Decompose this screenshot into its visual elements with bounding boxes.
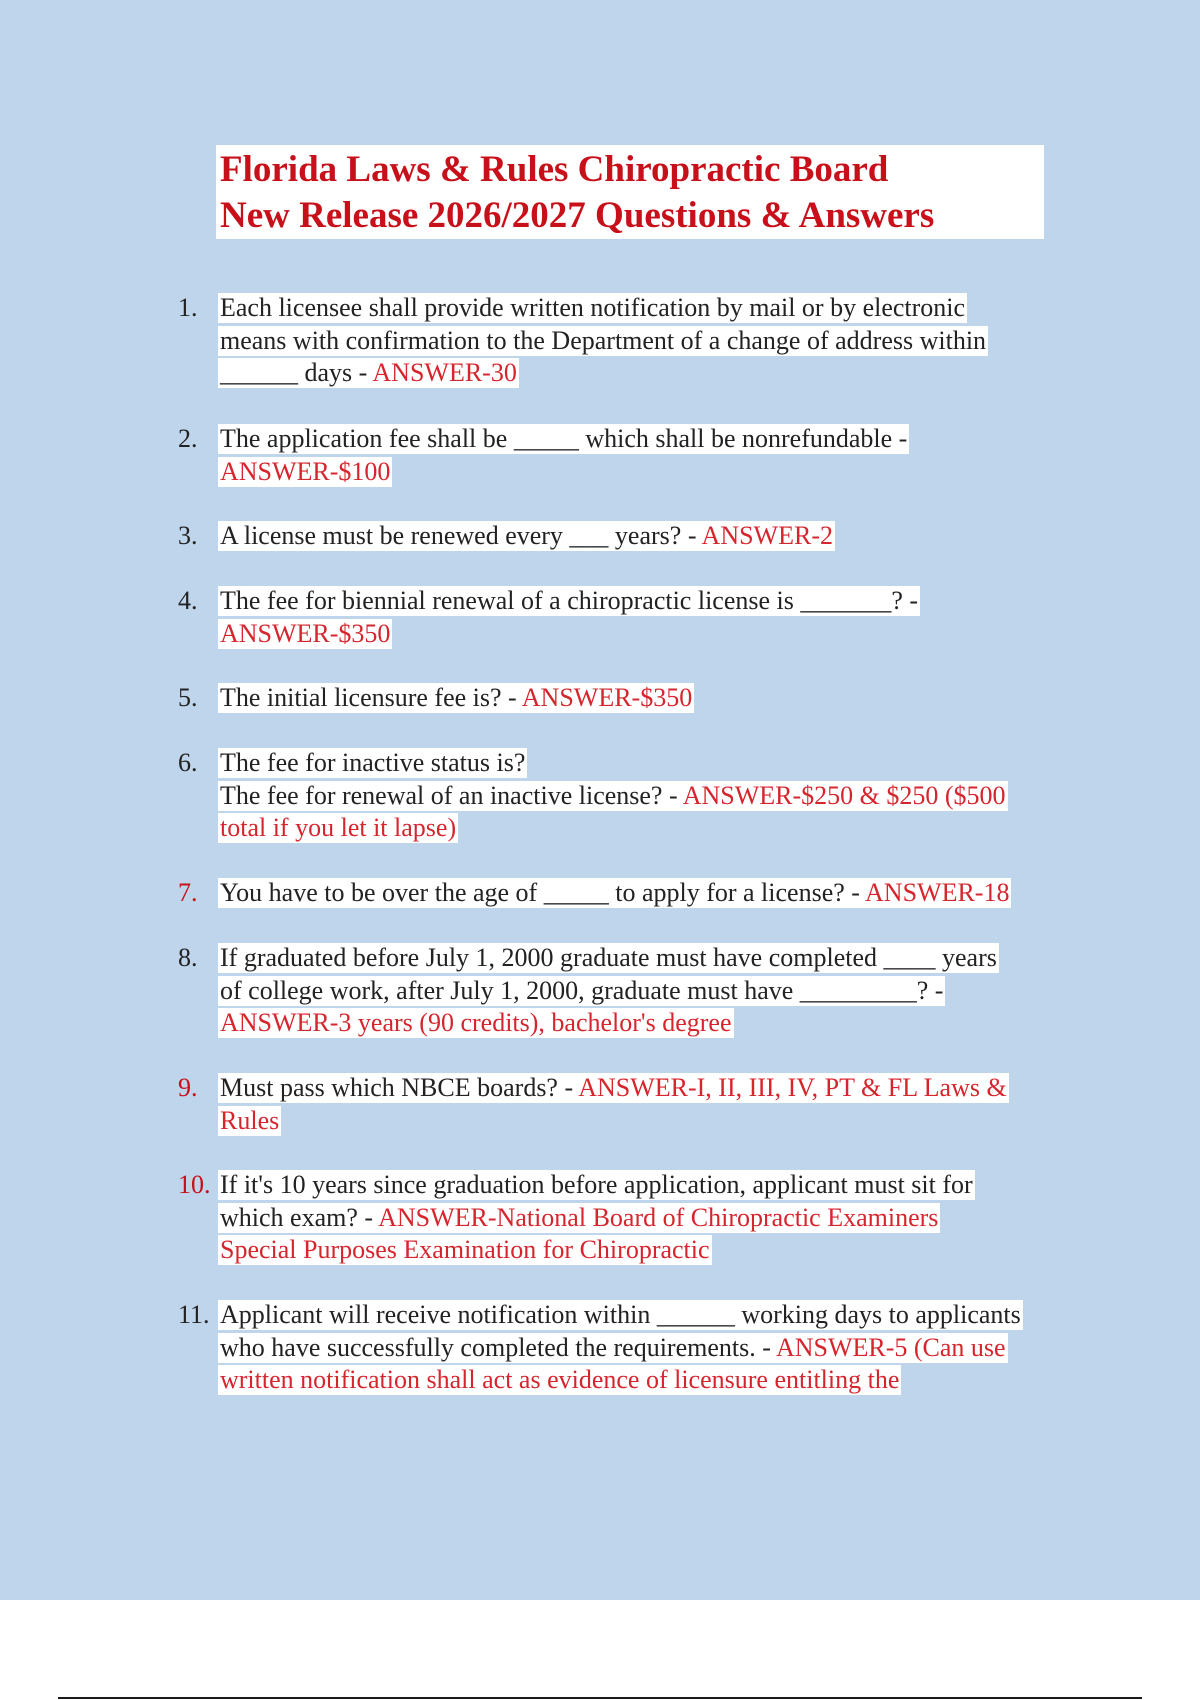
answer-text: ANSWER-2 bbox=[701, 521, 833, 550]
question-line bbox=[218, 521, 835, 551]
question-line bbox=[218, 358, 519, 388]
answer-text: ANSWER-$250 & $250 ($500 bbox=[682, 780, 1006, 810]
question-line bbox=[218, 1235, 712, 1265]
question-text: Applicant will receive notification within ______ working days to applicants bbox=[220, 1300, 1021, 1329]
question-text: The initial licensure fee is? - bbox=[220, 683, 522, 712]
question-text: of college work, after July 1, 2000, graduate must have _________? - bbox=[220, 975, 944, 1005]
question-text: If it's 10 years since graduation before application, applicant must sit for bbox=[220, 1170, 973, 1199]
question-line bbox=[218, 943, 999, 973]
question-text: The application fee shall be _____ which shall be nonrefundable - bbox=[220, 424, 908, 453]
question-line bbox=[218, 1073, 1009, 1103]
answer-text: total if you let it lapse) bbox=[220, 813, 457, 842]
question-text: ______ days - bbox=[220, 358, 373, 387]
question-text: If graduated before July 1, 2000 graduate must have completed ____ years bbox=[220, 943, 997, 972]
question-line bbox=[218, 619, 392, 649]
question-line bbox=[218, 1300, 1023, 1330]
answer-text: written notification shall act as evidence of licensure entitling the bbox=[220, 1365, 900, 1394]
question-number: 10. bbox=[178, 1170, 211, 1199]
bottom-divider bbox=[58, 1697, 1142, 1699]
question-number: 6. bbox=[178, 748, 198, 777]
question-text: The fee for renewal of an inactive license? - bbox=[220, 780, 683, 810]
answer-text: Special Purposes Examination for Chiropractic bbox=[220, 1235, 710, 1264]
question-text: means with confirmation to the Department of a change of address within bbox=[220, 325, 987, 355]
answer-text: Rules bbox=[220, 1105, 280, 1135]
question-line bbox=[218, 586, 920, 616]
title-line-1: Florida Laws & Rules Chiropractic Board bbox=[220, 149, 889, 190]
question-line bbox=[218, 326, 988, 356]
document-title bbox=[216, 145, 1044, 239]
question-number: 4. bbox=[178, 586, 198, 615]
question-number: 11. bbox=[178, 1300, 210, 1329]
question-number: 8. bbox=[178, 943, 198, 972]
title-line-2: New Release 2026/2027 Questions & Answers bbox=[220, 195, 935, 236]
answer-text: ANSWER-$350 bbox=[521, 683, 693, 712]
question-number: 1. bbox=[178, 293, 198, 322]
question-line bbox=[218, 1365, 901, 1395]
question-text: who have successfully completed the requirements. - bbox=[220, 1332, 776, 1362]
question-number: 7. bbox=[178, 878, 198, 907]
question-number: 2. bbox=[178, 424, 198, 453]
question-text: Must pass which NBCE boards? - bbox=[220, 1073, 579, 1102]
question-line bbox=[218, 457, 392, 487]
question-line bbox=[218, 1333, 1008, 1363]
question-number: 9. bbox=[178, 1073, 198, 1102]
answer-text: ANSWER-30 bbox=[372, 358, 517, 387]
question-line bbox=[218, 781, 1008, 811]
question-text: which exam? - bbox=[220, 1202, 379, 1232]
answer-text: ANSWER-5 (Can use bbox=[775, 1332, 1006, 1362]
question-line bbox=[218, 976, 945, 1006]
question-number: 3. bbox=[178, 521, 198, 550]
question-line bbox=[218, 1170, 975, 1200]
question-line bbox=[218, 878, 1011, 908]
question-line bbox=[218, 683, 694, 713]
question-line bbox=[218, 424, 909, 454]
question-line bbox=[218, 813, 458, 843]
question-line bbox=[218, 748, 527, 778]
answer-text: ANSWER-3 years (90 credits), bachelor's degree bbox=[220, 1008, 732, 1037]
question-line bbox=[218, 293, 967, 323]
question-number: 5. bbox=[178, 683, 198, 712]
answer-text: ANSWER-$100 bbox=[220, 456, 391, 486]
question-line bbox=[218, 1106, 281, 1136]
answer-text: ANSWER-National Board of Chiropractic Examiners bbox=[378, 1202, 939, 1232]
question-text: A license must be renewed every ___ years? - bbox=[220, 521, 702, 550]
answer-text: ANSWER-I, II, III, IV, PT & FL Laws & bbox=[578, 1073, 1007, 1102]
question-line bbox=[218, 1008, 734, 1038]
question-text: The fee for inactive status is? bbox=[220, 748, 526, 777]
question-text: Each licensee shall provide written notification by mail or by electronic bbox=[220, 293, 966, 322]
question-line bbox=[218, 1203, 940, 1233]
question-text: You have to be over the age of _____ to apply for a license? - bbox=[220, 878, 866, 907]
question-text: The fee for biennial renewal of a chiropractic license is _______? - bbox=[220, 586, 919, 615]
answer-text: ANSWER-$350 bbox=[220, 618, 391, 648]
answer-text: ANSWER-18 bbox=[865, 878, 1010, 907]
